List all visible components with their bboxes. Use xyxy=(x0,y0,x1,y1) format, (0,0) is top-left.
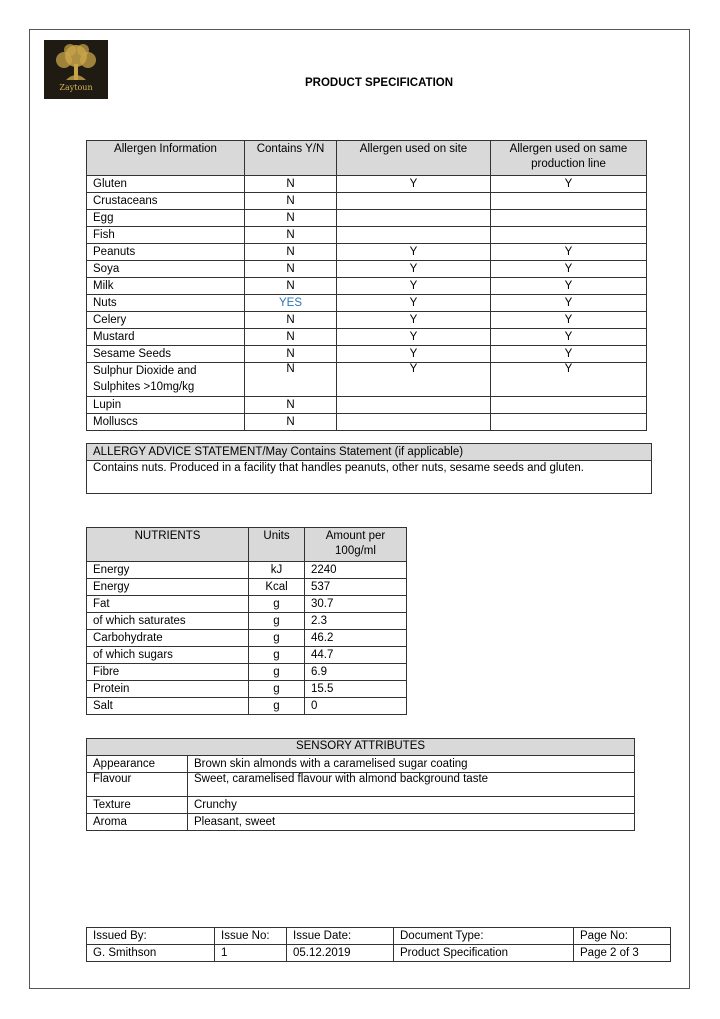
document-footer-table xyxy=(86,927,671,962)
footer-value-page-no: Page 2 of 3 xyxy=(574,945,671,962)
sensory-attribute-name: Appearance xyxy=(87,756,188,773)
table-row xyxy=(87,596,407,613)
allergen-site: Y xyxy=(337,312,491,329)
table-row xyxy=(87,613,407,630)
allergen-header-site: Allergen used on site xyxy=(337,141,491,176)
table-row xyxy=(87,647,407,664)
sensory-attribute-value: Pleasant, sweet xyxy=(188,814,635,831)
allergen-line: Y xyxy=(491,261,647,278)
allergen-line: Y xyxy=(491,363,647,397)
allergen-site: Y xyxy=(337,278,491,295)
table-row xyxy=(87,312,647,329)
nutrient-name: Fibre xyxy=(87,664,249,681)
nutrient-name: Carbohydrate xyxy=(87,630,249,647)
table-row xyxy=(87,176,647,193)
allergen-contains: N xyxy=(245,312,337,329)
allergen-contains: N xyxy=(245,397,337,414)
footer-label-page-no: Page No: xyxy=(574,928,671,945)
sensory-attribute-name: Texture xyxy=(87,797,188,814)
svg-text:Zaytoun: Zaytoun xyxy=(59,83,93,92)
allergy-advice-heading: ALLERGY ADVICE STATEMENT/May Contains Statement (if applicable) xyxy=(87,444,652,461)
allergen-site: Y xyxy=(337,363,491,397)
allergen-line: Y xyxy=(491,329,647,346)
allergen-site xyxy=(337,414,491,431)
sensory-heading: SENSORY ATTRIBUTES xyxy=(87,739,635,756)
allergen-contains: YES xyxy=(245,295,337,312)
sensory-attribute-name: Flavour xyxy=(87,773,188,797)
nutrient-amount: 46.2 xyxy=(305,630,407,647)
page-title: PRODUCT SPECIFICATION xyxy=(305,77,454,89)
nutrient-unit: g xyxy=(249,596,305,613)
sensory-attribute-value: Sweet, caramelised flavour with almond background taste xyxy=(188,773,635,797)
nutrient-unit: g xyxy=(249,698,305,715)
allergen-site: Y xyxy=(337,346,491,363)
nutrient-unit: g xyxy=(249,664,305,681)
table-row xyxy=(87,814,635,831)
allergen-name: Molluscs xyxy=(87,414,245,431)
nutrient-unit: Kcal xyxy=(249,579,305,596)
nutrient-unit: g xyxy=(249,647,305,664)
footer-value-issued-by: G. Smithson xyxy=(87,945,215,962)
table-row xyxy=(87,797,635,814)
allergen-line: Y xyxy=(491,278,647,295)
allergen-name: Soya xyxy=(87,261,245,278)
nutrient-amount: 2.3 xyxy=(305,613,407,630)
allergen-header-info: Allergen Information xyxy=(87,141,245,176)
footer-label-issued-by: Issued By: xyxy=(87,928,215,945)
allergen-name: Celery xyxy=(87,312,245,329)
allergen-contains: N xyxy=(245,261,337,278)
nutrient-name: of which saturates xyxy=(87,613,249,630)
allergen-line xyxy=(491,414,647,431)
allergen-contains: N xyxy=(245,278,337,295)
table-row xyxy=(87,295,647,312)
table-row xyxy=(87,227,647,244)
nutrient-name: Energy xyxy=(87,562,249,579)
allergen-table xyxy=(86,140,647,431)
nutrient-name: Energy xyxy=(87,579,249,596)
nutrient-amount: 0 xyxy=(305,698,407,715)
allergen-contains: N xyxy=(245,210,337,227)
table-row xyxy=(87,397,647,414)
allergen-name: Nuts xyxy=(87,295,245,312)
nutrients-header-name: NUTRIENTS xyxy=(87,528,249,562)
footer-label-document-type: Document Type: xyxy=(394,928,574,945)
allergen-name: Milk xyxy=(87,278,245,295)
allergen-line: Y xyxy=(491,346,647,363)
allergen-name: Sulphur Dioxide and Sulphites >10mg/kg xyxy=(87,363,245,397)
allergen-line: Y xyxy=(491,295,647,312)
allergen-site xyxy=(337,227,491,244)
allergen-line: Y xyxy=(491,244,647,261)
allergen-contains: N xyxy=(245,176,337,193)
table-row xyxy=(87,773,635,797)
nutrient-name: Protein xyxy=(87,681,249,698)
allergen-name: Peanuts xyxy=(87,244,245,261)
allergen-line xyxy=(491,397,647,414)
allergen-contains: N xyxy=(245,414,337,431)
nutrient-amount: 6.9 xyxy=(305,664,407,681)
table-row xyxy=(87,210,647,227)
table-row xyxy=(87,562,407,579)
table-row xyxy=(87,363,647,397)
allergen-name: Crustaceans xyxy=(87,193,245,210)
allergen-site: Y xyxy=(337,244,491,261)
table-row xyxy=(87,414,647,431)
table-row xyxy=(87,756,635,773)
allergen-header-contains: Contains Y/N xyxy=(245,141,337,176)
nutrient-unit: g xyxy=(249,613,305,630)
nutrient-name: of which sugars xyxy=(87,647,249,664)
allergen-site: Y xyxy=(337,261,491,278)
nutrients-header-units: Units xyxy=(249,528,305,562)
nutrient-amount: 30.7 xyxy=(305,596,407,613)
nutrient-amount: 2240 xyxy=(305,562,407,579)
nutrient-amount: 44.7 xyxy=(305,647,407,664)
nutrients-header-amount: Amount per 100g/ml xyxy=(305,528,407,562)
table-row xyxy=(87,278,647,295)
allergen-line xyxy=(491,210,647,227)
allergen-contains: N xyxy=(245,193,337,210)
allergen-line xyxy=(491,227,647,244)
allergen-contains: N xyxy=(245,363,337,397)
table-row xyxy=(87,664,407,681)
table-row xyxy=(87,261,647,278)
allergen-line: Y xyxy=(491,176,647,193)
table-row xyxy=(87,193,647,210)
allergen-contains: N xyxy=(245,227,337,244)
footer-value-issue-date: 05.12.2019 xyxy=(287,945,394,962)
allergen-site xyxy=(337,210,491,227)
nutrients-table xyxy=(86,527,407,715)
allergen-site xyxy=(337,397,491,414)
allergen-contains: N xyxy=(245,329,337,346)
nutrient-amount: 15.5 xyxy=(305,681,407,698)
allergen-site: Y xyxy=(337,295,491,312)
allergen-site: Y xyxy=(337,329,491,346)
sensory-table xyxy=(86,738,635,831)
allergen-contains: N xyxy=(245,346,337,363)
allergen-site: Y xyxy=(337,176,491,193)
table-row xyxy=(87,698,407,715)
company-logo xyxy=(44,40,108,99)
table-row xyxy=(87,681,407,698)
table-row xyxy=(87,630,407,647)
sensory-attribute-value: Crunchy xyxy=(188,797,635,814)
table-row xyxy=(87,346,647,363)
allergen-name: Egg xyxy=(87,210,245,227)
allergen-line: Y xyxy=(491,312,647,329)
allergen-name: Mustard xyxy=(87,329,245,346)
sensory-attribute-name: Aroma xyxy=(87,814,188,831)
allergen-name: Sesame Seeds xyxy=(87,346,245,363)
nutrient-unit: kJ xyxy=(249,562,305,579)
nutrient-unit: g xyxy=(249,681,305,698)
allergen-header-line: Allergen used on same production line xyxy=(491,141,647,176)
nutrient-amount: 537 xyxy=(305,579,407,596)
footer-label-issue-no: Issue No: xyxy=(215,928,287,945)
allergen-contains: N xyxy=(245,244,337,261)
nutrient-unit: g xyxy=(249,630,305,647)
allergy-advice-text: Contains nuts. Produced in a facility that handles peanuts, other nuts, sesame seeds and gluten. xyxy=(87,461,652,494)
nutrient-name: Salt xyxy=(87,698,249,715)
table-row xyxy=(87,329,647,346)
allergen-site xyxy=(337,193,491,210)
footer-value-issue-no: 1 xyxy=(215,945,287,962)
allergen-name: Gluten xyxy=(87,176,245,193)
allergen-line xyxy=(491,193,647,210)
footer-value-document-type: Product Specification xyxy=(394,945,574,962)
table-row xyxy=(87,244,647,261)
table-row xyxy=(87,579,407,596)
allergy-advice-table xyxy=(86,443,652,494)
allergen-name: Fish xyxy=(87,227,245,244)
nutrient-name: Fat xyxy=(87,596,249,613)
allergen-name: Lupin xyxy=(87,397,245,414)
sensory-attribute-value: Brown skin almonds with a caramelised sugar coating xyxy=(188,756,635,773)
footer-label-issue-date: Issue Date: xyxy=(287,928,394,945)
